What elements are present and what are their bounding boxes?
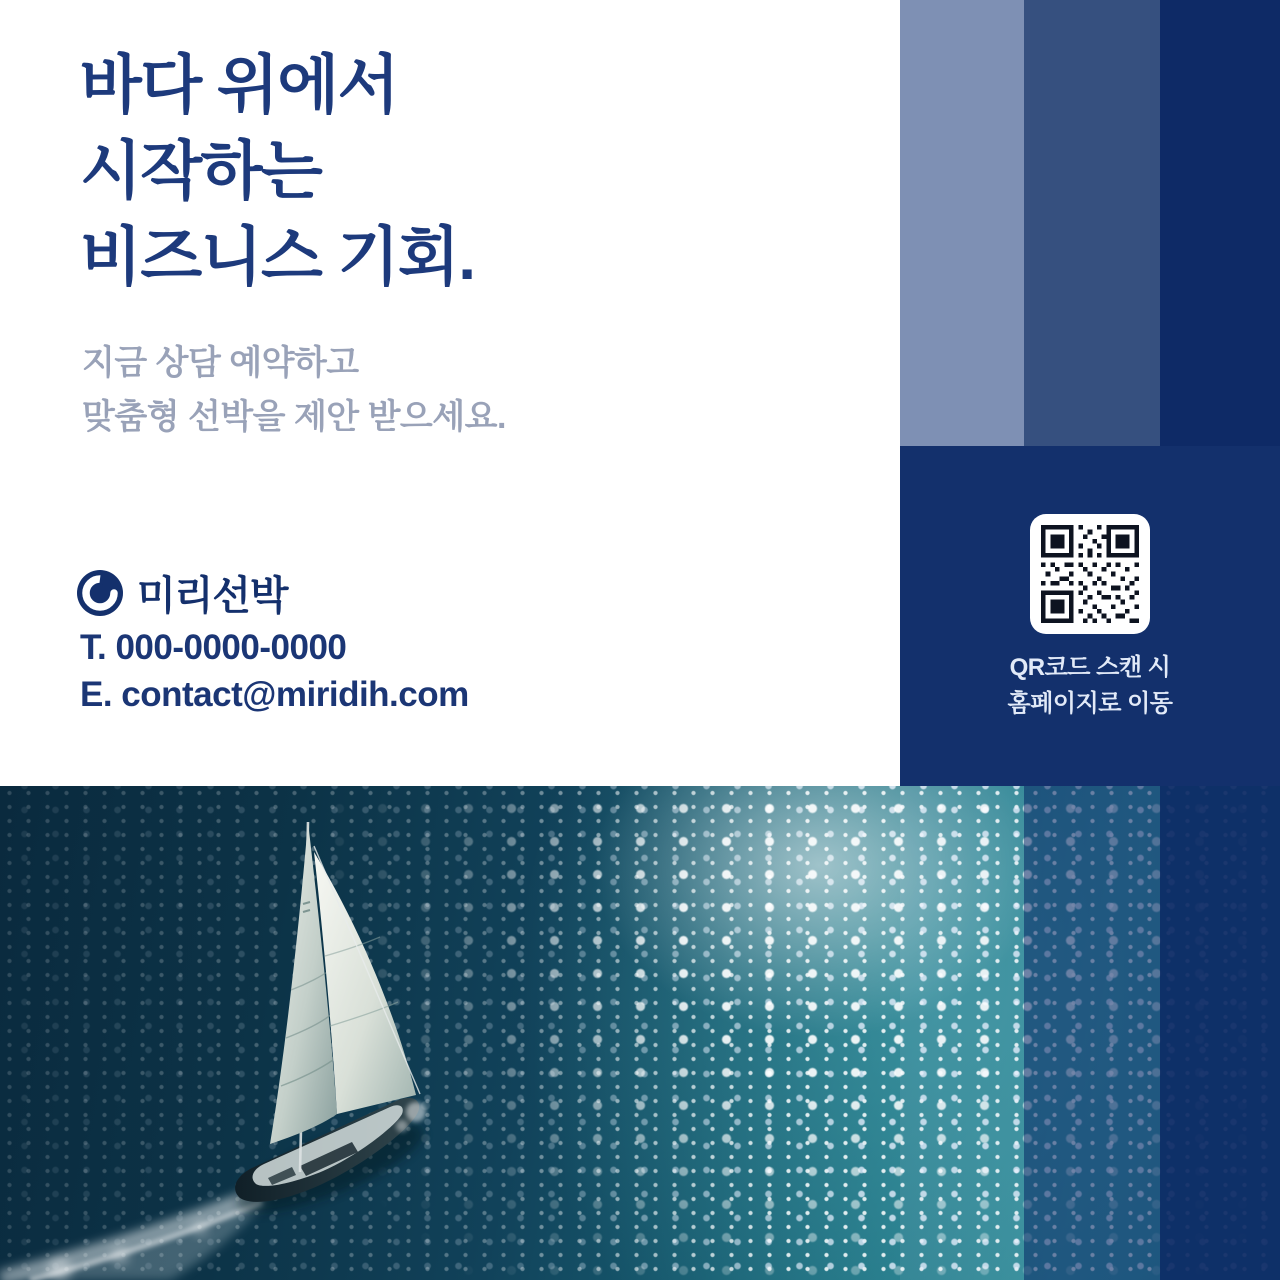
color-bar-light-blue — [900, 0, 1024, 446]
qr-caption-line-2: 홈페이지로 이동 — [1007, 690, 1173, 717]
color-bar-dark-navy — [1160, 0, 1280, 446]
photo-overlay-medium — [1024, 786, 1160, 1280]
brand-lockup — [76, 564, 288, 621]
photo-overlay-light — [900, 786, 1024, 1280]
headline-line-2: 시작하는 — [80, 135, 322, 207]
contact-phone: T. 000-0000-0000 — [80, 628, 347, 667]
headline-line-3: 비즈니스 기회. — [80, 221, 475, 293]
photo-overlay-dark — [1160, 786, 1280, 1280]
subtext-line-1: 지금 상담 예약하고 — [82, 344, 359, 382]
subtext-line-2: 맞춤형 선박을 제안 받으세요. — [82, 398, 506, 436]
subtext — [82, 336, 506, 444]
color-bar-medium-blue — [1024, 0, 1160, 446]
qr-caption — [900, 650, 1280, 722]
contact-block — [80, 624, 469, 718]
headline-line-1: 바다 위에서 — [80, 49, 398, 121]
brand-name: 미리선박 — [137, 574, 288, 618]
qr-card — [1030, 514, 1150, 634]
qr-panel — [900, 446, 1280, 786]
contact-email: E. contact@miridih.com — [80, 675, 469, 714]
qr-code-icon — [1041, 525, 1139, 623]
swirl-wave-icon — [76, 569, 124, 617]
headline — [80, 42, 475, 300]
qr-caption-line-1: QR코드 스캔 시 — [1009, 654, 1171, 681]
